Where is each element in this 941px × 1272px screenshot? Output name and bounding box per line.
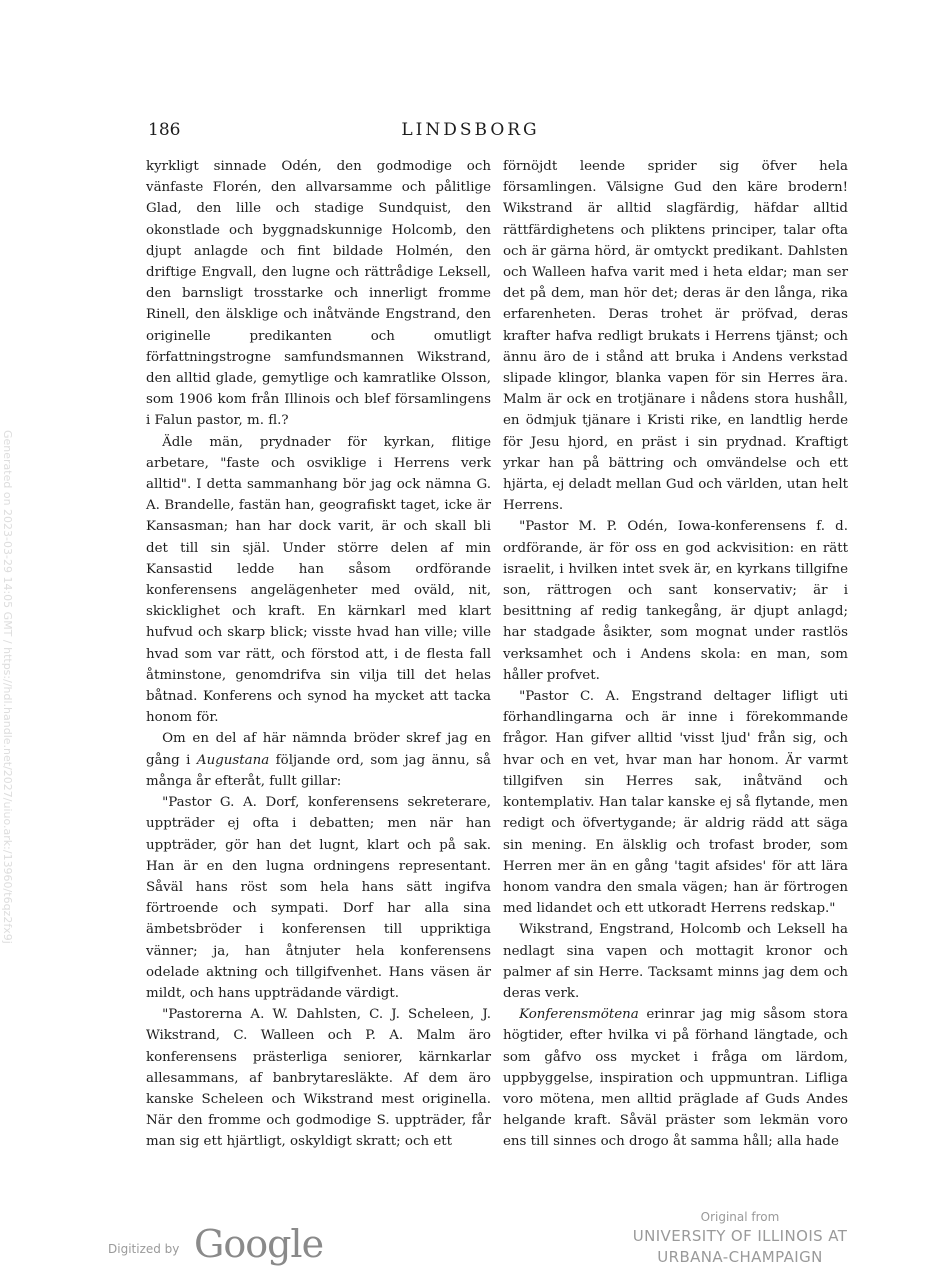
italic-title: Augustana (196, 752, 270, 768)
original-from-watermark (620, 1208, 860, 1268)
side-watermark-text: Generated on 2023-03-29 14:05 GMT / https://hdl.handle.net/2027/uiuo.ark:/13960/t6qz2fx9j (1, 430, 14, 944)
side-watermark (0, 430, 18, 1270)
paragraph (146, 728, 491, 792)
right-column (503, 156, 848, 1153)
paragraph-text: följande ord, som jag ännu, så många år efteråt, fullt gillar: (146, 752, 491, 789)
paragraph: "Pastorerna A. W. Dahlsten, C. J. Scheleen, J. Wikstrand, C. Walleen och P. A. Malm äro konferensens prästerliga seniorer, kärnkarlar allesammans, af banbrytaresläkte. Af dem äro kanske Scheleen och Wikstrand mest originella. När den fromme och godmodige S. uppträder, får man sig ett hjärtligt, oskyldigt skratt; och ett (146, 1007, 491, 1150)
paragraph-text: erinrar jag mig såsom stora högtider, efter hvilka vi på förhand längtade, och som gåfvo oss mycket i fråga om lärdom, uppbyggelse, inspiration och uppmuntran. Lifliga voro mötena, men alltid präglade af Guds Andes helgande kraft. Såväl präster som lekmän voro ens till sinnes och drogo åt samma håll; alla hade (503, 1007, 848, 1150)
digitized-by-label: Digitized by (108, 1242, 180, 1256)
paragraph: "Pastor M. P. Odén, Iowa-konferensens f. d. ordförande, är för oss en god ackvisition: en rätt israelit, i hvilken intet svek är, en kyrkans tillgifne son, rättrogen och sant konservativ; är i besittning af redig tankegång, är djupt anlagd; har stadgade åsikter, som mognat under rastlös verksamhet och i Andens skola: en man, som håller profvet. (503, 519, 848, 683)
paragraph: Ädle män, prydnader för kyrkan, flitige arbetare, "faste och osviklige i Herrens verk alltid". I detta sammanhang bör jag ock nämna G. A. Brandelle, fastän han, geografiskt taget, icke är Kansasman; han har dock varit, är och skall bli det till sin själ. Under större delen af min Kansastid ledde han såsom ordförande konferensens angelägenheter med oväld, nit, skicklighet och kraft. En kärnkarl med klart hufvud och skarp blick; visste hvad han ville; ville hvad som var rätt, och förstod att, i de flesta fall åtminstone, genomdrifva sin vilja till det helas båtnad. Konferens och synod ha mycket att tacka honom för. (146, 434, 491, 726)
paragraph: förnöjdt leende sprider sig öfver hela församlingen. Välsigne Gud den käre brodern! Wikstrand är alltid slagfärdig, häfdar alltid rättfärdighetens och pliktens principer, talar ofta och är gärna hörd, är omtyckt predikant. Dahlsten och Walleen hafva varit med i heta eldar; man ser det på dem, man hör det; deras är den långa, rika erfarenheten. Deras trohet är pröfvad, deras krafter hafva redligt brukats i Herrens tjänst; och ännu äro de i stånd att bruka i Andens verkstad slipade klingor, blanka vapen för sin Herres ära. Malm är ock en trotjänare i nådens stora hushåll, en ödmjuk tjänare i Kristi rike, en landtlig herde för Jesu hjord, en präst i sin prydnad. Kraftigt yrkar han på bättring och omvändelse och ett hjärta, ej deladt mellan Gud och världen, utan helt Herrens. (503, 159, 848, 514)
left-column (146, 156, 491, 1153)
paragraph: Wikstrand, Engstrand, Holcomb och Leksell ha nedlagt sina vapen och mottagit kronor och palmer af sin Herre. Tacksamt minns jag dem och deras verk. (503, 922, 848, 1001)
institution-line-2: URBANA-CHAMPAIGN (657, 1248, 823, 1266)
running-title: LINDSBORG (401, 120, 540, 140)
paragraph: kyrkligt sinnade Odén, den godmodige och vänfaste Florén, den allvarsamme och pålitlige Glad, den lille och stadige Sundquist, den okonstlade och byggnadskunnige Holcomb, den djupt anlagde och fint bildade Holmén, den driftige Engvall, den lugne och rättrådige Leksell, den barnsligt trosstarke och innerligt fromme Rinell, den älsklige och inåtvände Engstrand, den originelle predikanten och omutligt författningstrogne samfundsmannen Wikstrand, den alltid glade, gemytlige och kamratlike Olsson, som 1906 kom från Illinois och blef församlingens i Falun pastor, m. fl.? (146, 159, 491, 429)
institution-line-1: UNIVERSITY OF ILLINOIS AT (632, 1227, 848, 1245)
italic-term: Konferensmötena (519, 1007, 639, 1023)
google-logo: Google (194, 1222, 324, 1266)
paragraph: "Pastor G. A. Dorf, konferensens sekreterare, uppträder ej ofta i debatten; men när han uppträder, gör han det lugnt, klart och på sak. Han är en den lugna ordningens representant. Såväl hans röst som hela hans sätt ingifva förtroende och sympati. Dorf har alla sina ämbetsbröder i konferensen till uppriktiga vänner; ja, han åtnjuter hela konferensens odelade aktning och tillgifvenhet. Hans väsen är mildt, och hans uppträdande värdigt. (146, 795, 491, 1001)
paragraph: "Pastor C. A. Engstrand deltager lifligt uti förhandlingarna och är inne i förekommande frågor. Han gifver alltid 'visst ljud' från sig, och hvar och en vet, hvar man har honom. Är varmt tillgifven sin Herres sak, inåtvänd och kontemplativ. Han talar kanske ej så flytande, men redigt och öfvertygande; är aldrig rädd att säga sin mening. En älsklig och trofast broder, som Herren mer än en gång 'tagit afsides' för att lära honom vandra den smala vägen; han är förtrogen med lidandet och ett utkoradt Herrens redskap." (503, 689, 848, 917)
paragraph-text: Om en del af här nämnda bröder skref jag en gång i (146, 731, 491, 768)
paragraph (503, 1004, 848, 1152)
page-number: 186 (148, 120, 181, 140)
page-header (0, 120, 941, 146)
original-from-label: Original from (700, 1210, 780, 1224)
